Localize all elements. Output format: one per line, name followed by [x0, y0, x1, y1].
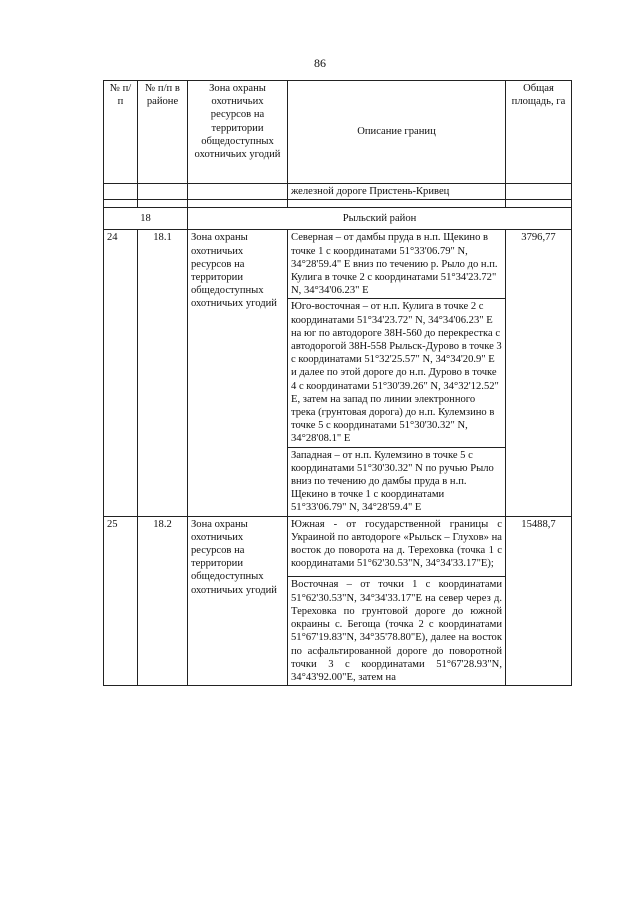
continuation-text: железной дороге Пристень-Кривец: [288, 184, 506, 200]
row-zone: Зона охраны охотничьих ресурсов на территории общедоступных охотничьих угодий: [188, 516, 288, 685]
row-area: 15488,7: [506, 516, 572, 685]
boundary-segment: Западная – от н.п. Кулемзино в точке 5 с координатами 51°30'30.32" N по ручью Рыло вниз по течению до дамбы пруда в н.п. Щекино в точке 1 с координатами 51°33'06.79" N, 34°28'59.4" E: [288, 447, 506, 516]
row-district-number: 18.2: [138, 516, 188, 685]
row-zone: Зона охраны охотничьих ресурсов на территории общедоступных охотничьих угодий: [188, 230, 288, 516]
header-num-pp: № п/п: [104, 81, 138, 184]
spacer-row: [104, 200, 572, 208]
district-name: Рыльский район: [188, 208, 572, 230]
table-row: [104, 230, 572, 299]
table-row: [104, 516, 572, 577]
boundary-segment: Юго-восточная – от н.п. Кулига в точке 2 с координатами 51°34'23.72" N, 34°34'06.23" E на юг по автодороге 38Н-560 до перекрестка с автодорогой 38Н-558 Рыльск-Дурово в точке 3 с координатами 51°32'25.57" N, 34°34'20.9" E и далее по этой дороге до н.п. Дурово в точке 4 с координатами 51°30'39.26" N, 34°32'12.52" E, затем на запад по линии электронного трека (грунтовая дорога) до н.п. Кулемзино в точке 5 с координатами 51°30'30.32" N, 34°28'08.1" E: [288, 299, 506, 447]
header-num-district: № п/п в районе: [138, 81, 188, 184]
page-number: 86: [314, 56, 326, 70]
header-description: Описание границ: [288, 81, 506, 184]
continuation-row: [104, 184, 572, 200]
row-number: 25: [104, 516, 138, 685]
row-number: 24: [104, 230, 138, 516]
district-number: 18: [104, 208, 188, 230]
row-area: 3796,77: [506, 230, 572, 516]
district-row: [104, 208, 572, 230]
boundary-segment: Северная – от дамбы пруда в н.п. Щекино в точке 1 с координатами 51°33'06.79" N, 34°28'59.4" E вниз по течению р. Рыло до н.п. Кулига в точке 2 с координатами 51°34'23.72" N, 34°34'06.23" E: [288, 230, 506, 299]
boundary-segment: Южная - от государственной границы с Украиной по автодороге «Рыльск – Глухов» на восток до поворота на д. Тереховка (точка 1 с координатами 51°62'30.53"N, 34°34'33.17"E);: [288, 516, 506, 577]
boundaries-table: [103, 80, 572, 686]
row-district-number: 18.1: [138, 230, 188, 516]
header-zone: Зона охраны охотничьих ресурсов на территории общедоступных охотничьих угодий: [188, 81, 288, 184]
header-area: Общая площадь, га: [506, 81, 572, 184]
boundary-segment: Восточная – от точки 1 с координатами 51°62'30.53"N, 34°34'33.17"E на север через д. Тереховка по грунтовой дороге до южной окраины с. Бегоща (точка 2 с координатами 51°67'19.83"N, 34°35'78.80"E), далее на восток по асфальтированной дороге до поворотной точки 3 с координатами 51°67'28.93"N, 34°43'92.00"E, затем на: [288, 577, 506, 686]
table-header-row: [104, 81, 572, 184]
